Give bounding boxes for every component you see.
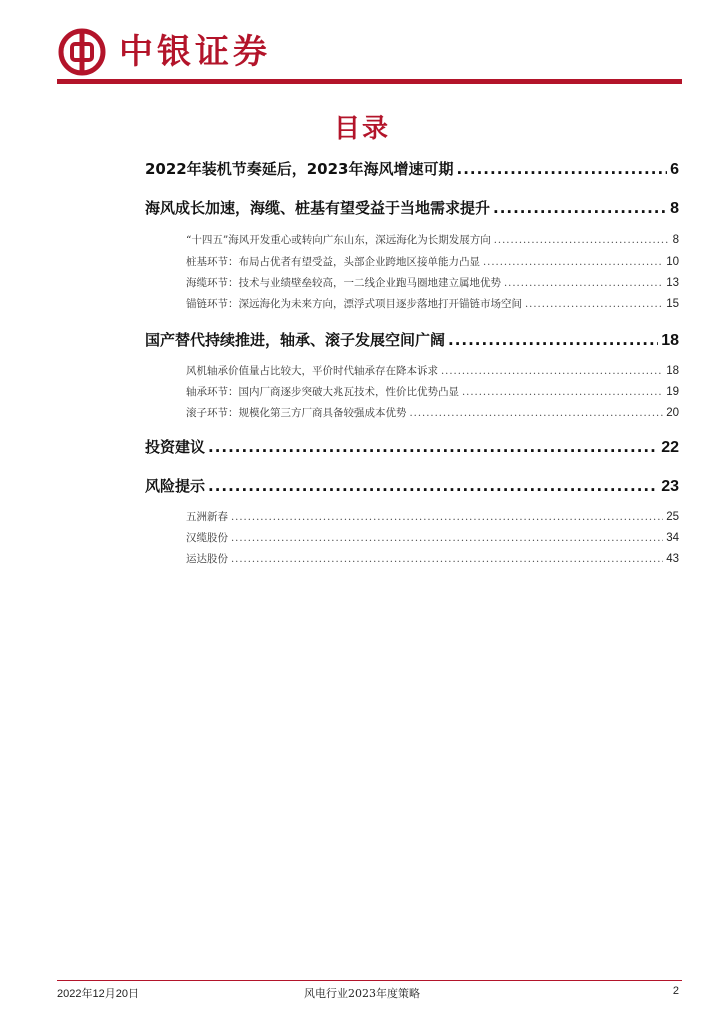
toc-subentry[interactable] <box>186 384 679 399</box>
toc-entry[interactable] <box>145 436 679 457</box>
toc-entry-label: 轴承环节：国内厂商逐步突破大兆瓦技术，性价比优势凸显 <box>186 386 459 398</box>
toc-entry-page: 10 <box>666 256 679 268</box>
toc-leader-dots <box>457 160 668 178</box>
bank-of-china-logo-icon <box>57 27 107 77</box>
toc-entry-label: 运达股份 <box>186 553 228 565</box>
toc-leader-dots <box>231 512 663 523</box>
toc-entry-page: 8 <box>670 200 679 217</box>
toc-leader-dots <box>208 438 658 456</box>
toc-leader-dots <box>208 477 658 495</box>
toc-entry-page: 23 <box>661 478 679 495</box>
toc-subentry[interactable] <box>186 530 679 545</box>
toc-leader-dots <box>504 278 663 289</box>
footer-divider <box>57 980 682 981</box>
toc-entry-label: 滚子环节：规模化第三方厂商具备较强成本优势 <box>186 407 407 419</box>
toc-entry-page: 8 <box>672 234 679 246</box>
page-number: 2 <box>672 985 679 997</box>
toc-subentry[interactable] <box>186 509 679 524</box>
toc-entry-label: 风险提示 <box>145 477 206 495</box>
brand-name: 中银证券 <box>119 32 271 72</box>
toc-leader-dots <box>231 533 663 544</box>
toc-entry-page: 15 <box>666 298 679 310</box>
toc-subentry[interactable] <box>186 275 679 290</box>
toc-leader-dots <box>462 387 663 398</box>
toc-entry-page: 22 <box>661 439 679 456</box>
report-title: 风电行业2023年度策略 <box>304 987 420 1000</box>
toc-leader-dots <box>483 257 663 268</box>
toc-entry-label: 风机轴承价值量占比较大，平价时代轴承存在降本诉求 <box>186 365 438 377</box>
toc-subentry[interactable] <box>186 296 679 311</box>
toc-leader-dots <box>441 366 663 377</box>
toc-subentry[interactable] <box>186 405 679 420</box>
toc-entry-label: 国产替代持续推进，轴承、滚子发展空间广阔 <box>145 331 446 349</box>
toc-entry-page: 13 <box>666 277 679 289</box>
toc-subentry[interactable] <box>186 363 679 378</box>
toc-entry-label: 投资建议 <box>145 438 206 456</box>
toc-entry-page: 43 <box>666 553 679 565</box>
toc-leader-dots <box>448 331 658 349</box>
toc-entry-label: 海风成长加速，海缆、桩基有望受益于当地需求提升 <box>145 199 491 217</box>
toc-subentry[interactable] <box>186 551 679 566</box>
toc-leader-dots <box>493 199 667 217</box>
toc-entry[interactable] <box>145 475 679 496</box>
toc-entry-label: 五洲新春 <box>186 511 228 523</box>
toc-leader-dots <box>525 299 663 310</box>
toc-subentry[interactable] <box>186 232 679 247</box>
toc-entry-page: 19 <box>666 386 679 398</box>
toc-entry-label: 2022年装机节奏延后，2023年海风增速可期 <box>145 160 454 178</box>
toc-entry[interactable] <box>145 329 679 350</box>
report-date: 2022年12月20日 <box>57 988 139 1000</box>
toc-entry-page: 20 <box>666 407 679 419</box>
toc-entry-page: 18 <box>661 332 679 349</box>
toc-entry-label: 海缆环节：技术与业绩壁垒较高，一二线企业跑马圈地建立属地优势 <box>186 277 501 289</box>
report-header <box>57 27 271 77</box>
toc-leader-dots <box>410 408 664 419</box>
toc-entry-label: “十四五”海风开发重心或转向广东山东，深远海化为长期发展方向 <box>186 234 491 246</box>
toc-entry[interactable] <box>145 197 679 218</box>
toc-title: 目录 <box>333 114 390 144</box>
toc-entry-page: 18 <box>666 365 679 377</box>
toc-entry-label: 锚链环节：深远海化为未来方向，漂浮式项目逐步落地打开锚链市场空间 <box>186 298 522 310</box>
toc-leader-dots <box>231 554 663 565</box>
toc-subentry[interactable] <box>186 254 679 269</box>
toc-entry-page: 34 <box>666 532 679 544</box>
toc-entry-page: 25 <box>666 511 679 523</box>
header-divider <box>57 79 682 84</box>
toc-entry-label: 桩基环节：布局占优者有望受益，头部企业跨地区接单能力凸显 <box>186 256 480 268</box>
toc-leader-dots <box>494 235 670 246</box>
toc-entry-label: 汉缆股份 <box>186 532 228 544</box>
toc-entry[interactable] <box>145 158 679 179</box>
toc-entry-page: 6 <box>670 161 679 178</box>
